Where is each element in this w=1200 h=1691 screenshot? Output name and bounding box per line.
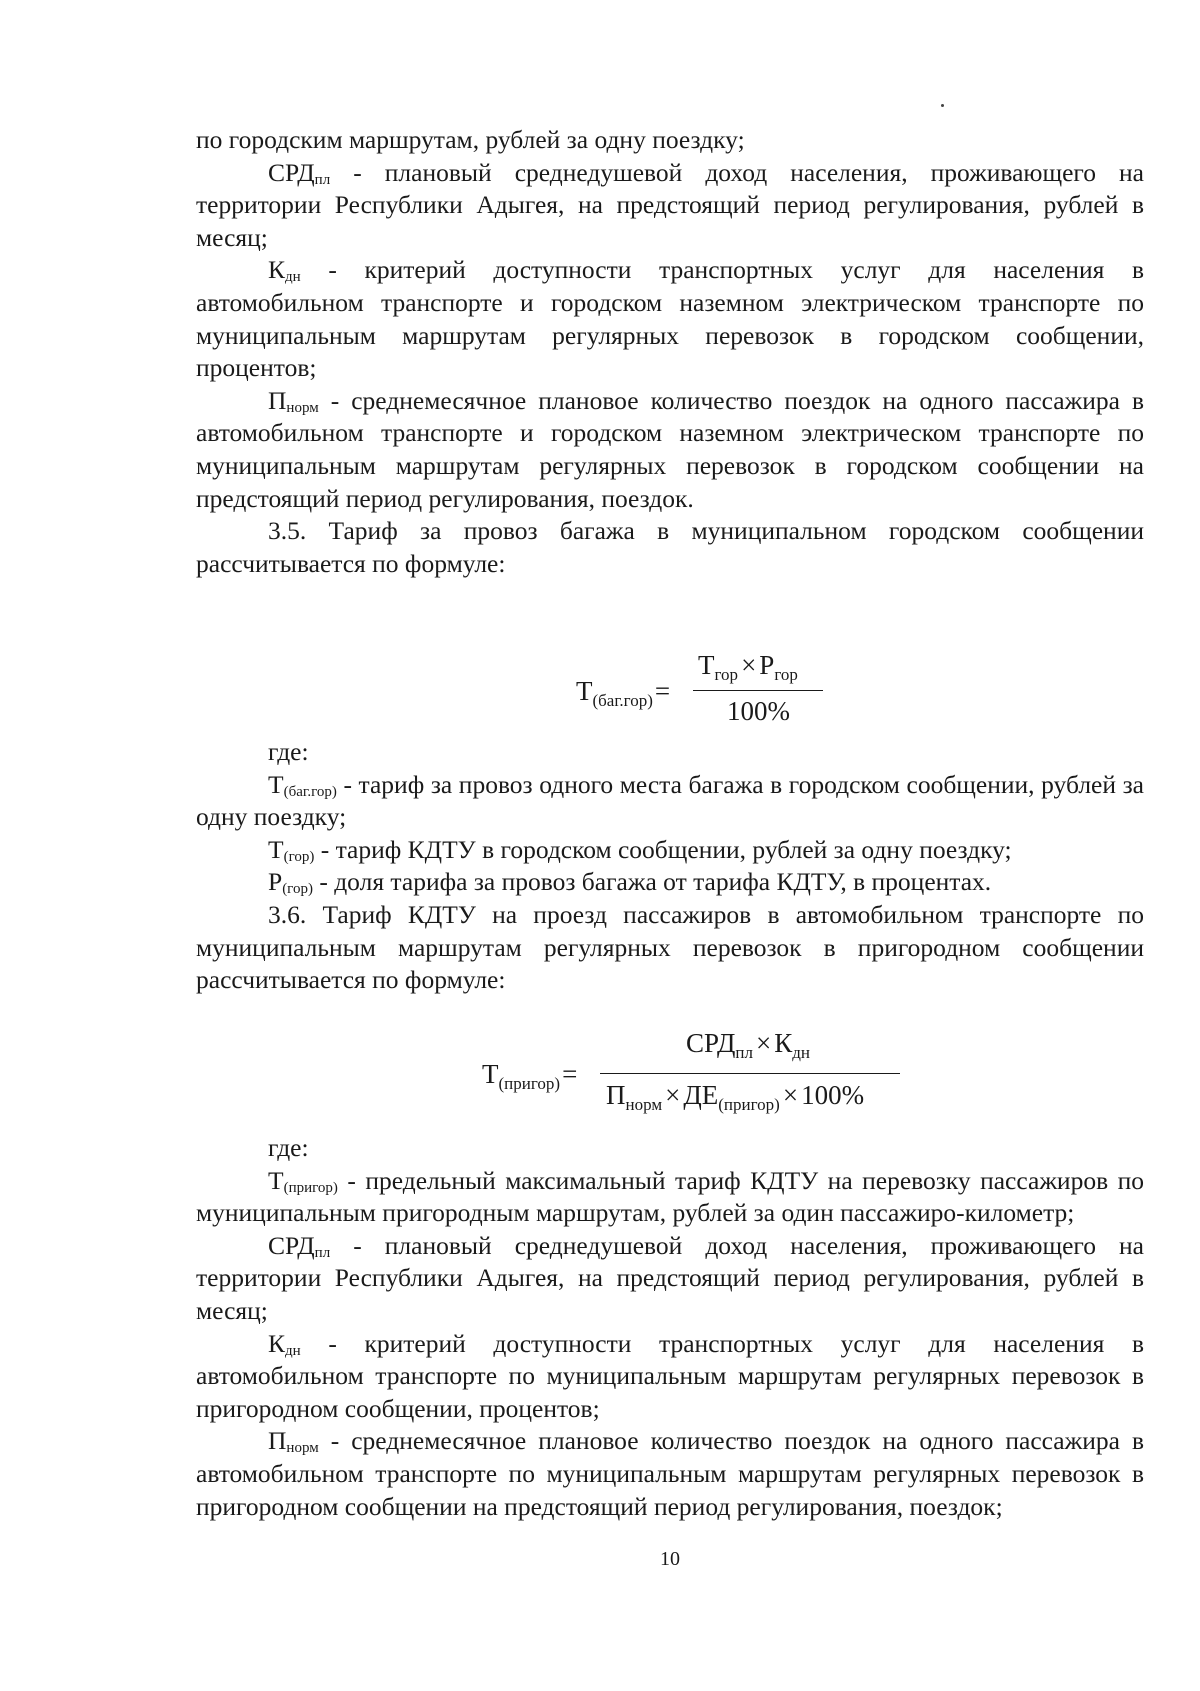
symbol-t: Т	[268, 834, 284, 864]
symbol-k: К	[268, 255, 286, 285]
pgor-definition-text: - доля тарифа за провоз багажа от тарифа КДТУ, в процентах.	[312, 867, 992, 897]
symbol-t: Т	[268, 769, 284, 799]
formula1-denominator: 100%	[727, 696, 790, 726]
text-block-bottom	[196, 1132, 1144, 1523]
formula2-den-a-sub: норм	[625, 1095, 663, 1114]
formula2-denominator	[606, 1080, 865, 1114]
srd-definition-text-2: - плановый среднедушевой доход населения, проживающего на территории Республики Адыгея, на предстоящий период регулирования, рублей в месяц;	[196, 1230, 1144, 1325]
symbol-t-sub: (гор)	[283, 848, 315, 865]
pnorm-definition-text: - среднемесячное плановое количество поездок на одного пассажира в автомобильном транспорте и городском наземном электрическом транспорте по муниципальным маршрутам регулярных перевозок в городском сообщении на предстоящий период регулирования, поездок.	[196, 385, 1144, 513]
formula1-num-b-sub: гор	[774, 665, 798, 684]
tbag-definition-text: - тариф за провоз одного места багажа в городском сообщении, рублей за одну поездку;	[196, 769, 1144, 832]
formula2-num-a-sub: пл	[735, 1043, 754, 1062]
formula2-den-b-sub: (пригор)	[718, 1095, 780, 1114]
symbol-t-sub: (пригор)	[283, 1179, 338, 1196]
formula2-den-c: 100%	[801, 1080, 865, 1110]
formula2-lhs-sub: (пригор)	[498, 1074, 561, 1093]
srd-definition-text: - плановый среднедушевой доход населения, проживающего на территории Республики Адыгея, на предстоящий период регулирования, рублей в месяц;	[196, 157, 1144, 252]
formula2-lhs	[482, 1059, 578, 1093]
symbol-p-sub: норм	[286, 399, 319, 416]
paragraph-tprigor-definition	[196, 1165, 1144, 1230]
formula1-equals: =	[654, 676, 671, 706]
formula2-num-a: СРД	[686, 1028, 736, 1058]
tprigor-definition-text: - предельный максимальный тариф КДТУ на перевозку пассажиров по муниципальным пригородным маршрутам, рублей за один пассажиро-километр;	[196, 1165, 1144, 1228]
symbol-srd: СРД	[268, 157, 315, 187]
kdn-definition-text-2: - критерий доступности транспортных услуг для населения в автомобильном транспорте по муниципальным маршрутам регулярных перевозок в пригородном сообщении, процентов;	[196, 1328, 1144, 1423]
paragraph-srd-definition-2	[196, 1230, 1144, 1328]
formula2-den-times: ×	[665, 1080, 681, 1110]
symbol-p: П	[268, 385, 287, 415]
formula2-den-times2: ×	[782, 1080, 799, 1110]
formula1-num-a-sub: гор	[714, 665, 739, 684]
paragraph-section-3-6: 3.6. Тариф КДТУ на проезд пассажиров в автомобильном транспорте по муниципальным маршрутам регулярных перевозок в пригородном сообщении рассчитывается по формуле:	[196, 899, 1144, 995]
symbol-k: К	[268, 1328, 286, 1358]
page-number: 10	[660, 1548, 680, 1570]
formula2-num-b-sub: дн	[792, 1043, 811, 1062]
formula1-num-b: Р	[759, 650, 775, 680]
symbol-srd-sub: пл	[314, 1244, 331, 1261]
symbol-srd: СРД	[268, 1230, 315, 1260]
symbol-r-sub: (гор)	[282, 881, 313, 898]
symbol-t: Т	[268, 1165, 284, 1195]
formula2-num-b: К	[774, 1028, 793, 1058]
formula2-times: ×	[756, 1028, 772, 1058]
symbol-k-sub: дн	[285, 269, 301, 286]
paragraph-section-3-5: 3.5. Тариф за провоз багажа в муниципальном городском сообщении рассчитывается по формуле:	[196, 516, 1144, 578]
formula2-numerator	[686, 1028, 811, 1062]
pnorm-definition-text-2: - среднемесячное плановое количество поездок на одного пассажира в автомобильном транспорте по муниципальным маршрутам регулярных перевозок в пригородном сообщении на предстоящий период регулирования, поездок;	[196, 1426, 1144, 1521]
symbol-r: Р	[268, 867, 283, 897]
symbol-p: П	[268, 1426, 287, 1456]
formula2-equals: =	[562, 1059, 578, 1089]
formula1-lhs-symbol: Т	[576, 676, 593, 706]
kdn-definition-text: - критерий доступности транспортных услуг для населения в автомобильном транспорте и городском наземном электрическом транспорте по муниципальным маршрутам регулярных перевозок в городском сообщении, процентов;	[196, 255, 1144, 383]
formula2-den-a: П	[606, 1080, 626, 1110]
paragraph-pnorm-definition-2	[196, 1425, 1144, 1523]
tgor-definition-text: - тариф КДТУ в городском сообщении, рублей за одну поездку;	[314, 834, 1012, 864]
formula1-times: ×	[741, 650, 757, 680]
where-label-1: где:	[268, 737, 309, 766]
symbol-t-sub: (баг.гор)	[283, 783, 337, 800]
symbol-srd-sub: пл	[314, 171, 331, 188]
paragraph-kdn-definition-2	[196, 1328, 1144, 1426]
formula1-num-a: Т	[698, 650, 715, 680]
formula2-lhs-symbol: Т	[482, 1059, 499, 1089]
symbol-p-sub: норм	[286, 1440, 319, 1457]
paragraph-continuation: по городским маршрутам, рублей за одну поездку;	[196, 125, 745, 154]
formula2-fraction-bar	[600, 1073, 900, 1074]
symbol-k-sub: дн	[285, 1342, 301, 1359]
formula1-lhs-sub: (баг.гор)	[592, 691, 653, 710]
formula2-den-b: ДЕ	[683, 1080, 719, 1110]
where-label-2: где:	[268, 1133, 309, 1162]
